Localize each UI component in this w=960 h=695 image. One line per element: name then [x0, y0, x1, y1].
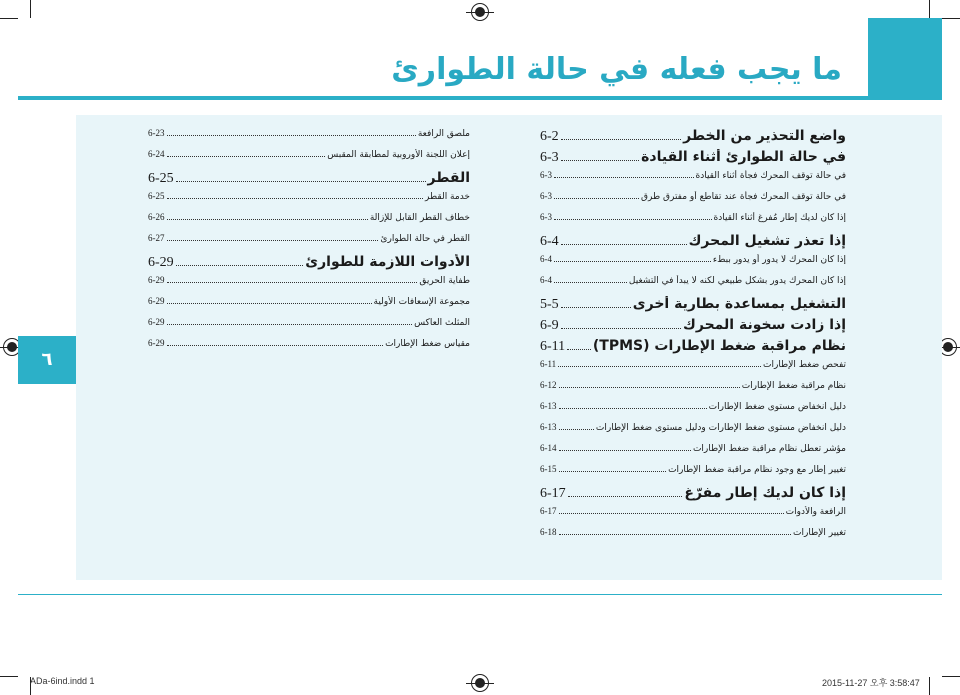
toc-entry-title: تغيير الإطارات — [793, 528, 846, 538]
toc-entry-title: القطر — [427, 170, 470, 186]
toc-entry[interactable] — [148, 191, 470, 212]
toc-entry[interactable] — [540, 128, 846, 149]
toc-entry[interactable] — [540, 254, 846, 275]
toc-entry[interactable] — [540, 212, 846, 233]
toc-entry-title: مؤشر تعطل نظام مراقبة ضغط الإطارات — [692, 444, 846, 454]
toc-leader-dots — [559, 408, 707, 409]
toc-leader-dots — [559, 450, 691, 451]
toc-entry-title: القطر في حالة الطوارئ — [380, 234, 470, 244]
toc-entry-page: 6-3 — [540, 170, 552, 180]
toc-entry[interactable] — [148, 212, 470, 233]
toc-leader-dots — [167, 303, 372, 304]
toc-entry-page: 6-29 — [148, 275, 165, 285]
toc-entry[interactable] — [540, 506, 846, 527]
toc-entry-page: 6-27 — [148, 233, 165, 243]
toc-entry-title: دليل انخفاض مستوى ضغط الإطارات ودليل مستوى ضغط الإطارات — [595, 423, 846, 433]
toc-leader-dots — [558, 366, 761, 367]
toc-column-right — [540, 128, 846, 548]
toc-entry-page: 6-29 — [148, 296, 165, 306]
toc-entry-title: إذا تعذر تشغيل المحرك — [688, 233, 846, 249]
toc-entry[interactable] — [148, 149, 470, 170]
crop-mark — [0, 18, 18, 19]
toc-entry[interactable] — [148, 128, 470, 149]
toc-entry-title: نظام مراقبة ضغط الإطارات (TPMS) — [592, 338, 846, 354]
toc-entry-page: 6-3 — [540, 150, 559, 165]
toc-entry-title: إعلان اللجنة الأوروبية لمطابقة المقبس — [327, 150, 470, 160]
toc-entry[interactable] — [540, 359, 846, 380]
toc-entry-title: الأدوات اللازمة للطوارئ — [305, 254, 470, 270]
toc-leader-dots — [176, 265, 304, 266]
toc-entry[interactable] — [540, 527, 846, 548]
toc-entry-title: في حالة توقف المحرك فجأة عند تقاطع أو مفترق طرق — [641, 192, 846, 202]
toc-entry-page: 6-14 — [540, 443, 557, 453]
toc-leader-dots — [167, 135, 416, 136]
toc-entry-title: التشغيل بمساعدة بطارية أخرى — [632, 296, 846, 312]
header-rule — [18, 96, 942, 100]
toc-entry-title: تغيير إطار مع وجود نظام مراقبة ضغط الإطارات — [668, 465, 846, 475]
toc-entry-page: 6-11 — [540, 339, 566, 354]
toc-leader-dots — [167, 156, 326, 157]
toc-entry[interactable] — [148, 254, 470, 275]
crop-mark — [929, 0, 930, 18]
toc-entry-title: طفاية الحريق — [419, 276, 470, 286]
toc-entry-page: 6-12 — [540, 380, 557, 390]
chapter-tab: ٦ — [18, 336, 76, 384]
toc-entry-page: 6-4 — [540, 275, 552, 285]
toc-entry-title: في حالة الطوارئ أثناء القيادة — [641, 149, 846, 165]
toc-entry[interactable] — [540, 170, 846, 191]
toc-entry-page: 6-11 — [540, 359, 557, 369]
toc-entry-page: 6-29 — [148, 255, 174, 270]
toc-entry[interactable] — [148, 233, 470, 254]
toc-entry-page: 6-4 — [540, 254, 552, 264]
toc-entry-page: 6-18 — [540, 527, 557, 537]
toc-entry[interactable] — [540, 296, 846, 317]
toc-leader-dots — [568, 496, 683, 497]
toc-entry-title: في حالة توقف المحرك فجأة أثناء القيادة — [695, 171, 846, 181]
toc-entry-title: المثلث العاكس — [414, 318, 470, 328]
header-accent-block — [868, 18, 942, 98]
toc-entry[interactable] — [540, 443, 846, 464]
toc-leader-dots — [554, 177, 694, 178]
toc-leader-dots — [167, 198, 424, 199]
toc-entry-title: تفحص ضغط الإطارات — [763, 360, 846, 370]
toc-entry-page: 6-29 — [148, 338, 165, 348]
toc-entry-page: 6-25 — [148, 171, 174, 186]
footer-timestamp: 2015-11-27 오후 3:58:47 — [822, 678, 920, 688]
toc-entry-page: 6-25 — [148, 191, 165, 201]
toc-leader-dots — [554, 219, 712, 220]
crop-mark — [942, 676, 960, 677]
toc-leader-dots — [561, 328, 681, 329]
toc-leader-dots — [561, 160, 640, 161]
toc-entry-title: إذا زادت سخونة المحرك — [683, 317, 846, 333]
toc-entry-title: واضع التحذير من الخطر — [683, 128, 846, 144]
toc-entry[interactable] — [540, 464, 846, 485]
toc-entry[interactable] — [148, 275, 470, 296]
toc-leader-dots — [561, 244, 687, 245]
crop-mark — [30, 0, 31, 18]
toc-entry-title: إذا كان لديك إطار مفرّغ — [684, 485, 846, 501]
toc-leader-dots — [559, 513, 784, 514]
toc-leader-dots — [176, 181, 426, 182]
toc-leader-dots — [559, 429, 594, 430]
toc-leader-dots — [167, 282, 418, 283]
toc-leader-dots — [567, 349, 591, 350]
toc-entry-page: 5-5 — [540, 297, 559, 312]
toc-entry-page: 6-3 — [540, 212, 552, 222]
toc-entry-page: 6-13 — [540, 422, 557, 432]
toc-entry-title: إذا كان لديك إطار مُفرغ أثناء القيادة — [713, 213, 846, 223]
toc-entry-page: 6-3 — [540, 191, 552, 201]
toc-entry-title: إذا كان المحرك لا يدور أو يدور ببطء — [712, 255, 846, 265]
toc-leader-dots — [561, 139, 681, 140]
toc-leader-dots — [559, 534, 792, 535]
toc-entry[interactable] — [540, 485, 846, 506]
toc-leader-dots — [167, 345, 384, 346]
toc-leader-dots — [559, 387, 740, 388]
toc-entry[interactable] — [540, 380, 846, 401]
toc-entry-title: إذا كان المحرك يدور بشكل طبيعي لكنه لا يبدأ في التشغيل — [628, 276, 846, 286]
toc-entry-page: 6-2 — [540, 129, 559, 144]
toc-entry[interactable] — [540, 191, 846, 212]
toc-entry-page: 6-23 — [148, 128, 165, 138]
toc-entry[interactable] — [540, 401, 846, 422]
toc-entry[interactable] — [540, 149, 846, 170]
registration-mark-top — [471, 3, 489, 21]
toc-entry-title: مجموعة الإسعافات الأولية — [373, 297, 470, 307]
toc-entry[interactable] — [148, 338, 470, 359]
toc-entry-page: 6-17 — [540, 486, 566, 501]
footer-rule — [18, 594, 942, 595]
toc-entry-title: الرافعة والأدوات — [785, 507, 846, 517]
toc-entry-page: 6-24 — [148, 149, 165, 159]
toc-entry-page: 6-15 — [540, 464, 557, 474]
toc-entry-page: 6-29 — [148, 317, 165, 327]
toc-entry-page: 6-9 — [540, 318, 559, 333]
toc-entry-page: 6-17 — [540, 506, 557, 516]
toc-leader-dots — [561, 307, 631, 308]
toc-entry[interactable] — [540, 233, 846, 254]
toc-entry-page: 6-26 — [148, 212, 165, 222]
toc-entry[interactable] — [540, 275, 846, 296]
footer-file-name: ADa-6ind.indd 1 — [30, 676, 95, 686]
crop-mark — [929, 677, 930, 695]
chapter-title: ما يجب فعله في حالة الطوارئ — [391, 52, 842, 87]
toc-entry[interactable] — [540, 422, 846, 443]
crop-mark — [0, 676, 18, 677]
toc-entry[interactable] — [540, 338, 846, 359]
toc-leader-dots — [167, 219, 368, 220]
toc-leader-dots — [554, 261, 711, 262]
toc-entry-page: 6-13 — [540, 401, 557, 411]
toc-leader-dots — [554, 282, 627, 283]
toc-entry-page: 6-4 — [540, 234, 559, 249]
toc-entry[interactable] — [148, 170, 470, 191]
toc-entry-title: خطاف القطر القابل للإزالة — [369, 213, 470, 223]
toc-entry-title: نظام مراقبة ضغط الإطارات — [741, 381, 846, 391]
toc-entry[interactable] — [148, 317, 470, 338]
toc-leader-dots — [554, 198, 639, 199]
toc-entry[interactable] — [148, 296, 470, 317]
toc-entry-title: ملصق الرافعة — [417, 129, 470, 139]
toc-leader-dots — [559, 471, 667, 472]
crop-mark — [942, 18, 960, 19]
toc-entry-title: دليل انخفاض مستوى ضغط الإطارات — [708, 402, 846, 412]
toc-column-left — [148, 128, 470, 359]
toc-entry[interactable] — [540, 317, 846, 338]
toc-leader-dots — [167, 240, 379, 241]
toc-leader-dots — [167, 324, 413, 325]
registration-mark-bottom — [471, 674, 489, 692]
toc-entry-title: خدمة القطر — [425, 192, 470, 202]
toc-entry-title: مقياس ضغط الإطارات — [385, 339, 470, 349]
